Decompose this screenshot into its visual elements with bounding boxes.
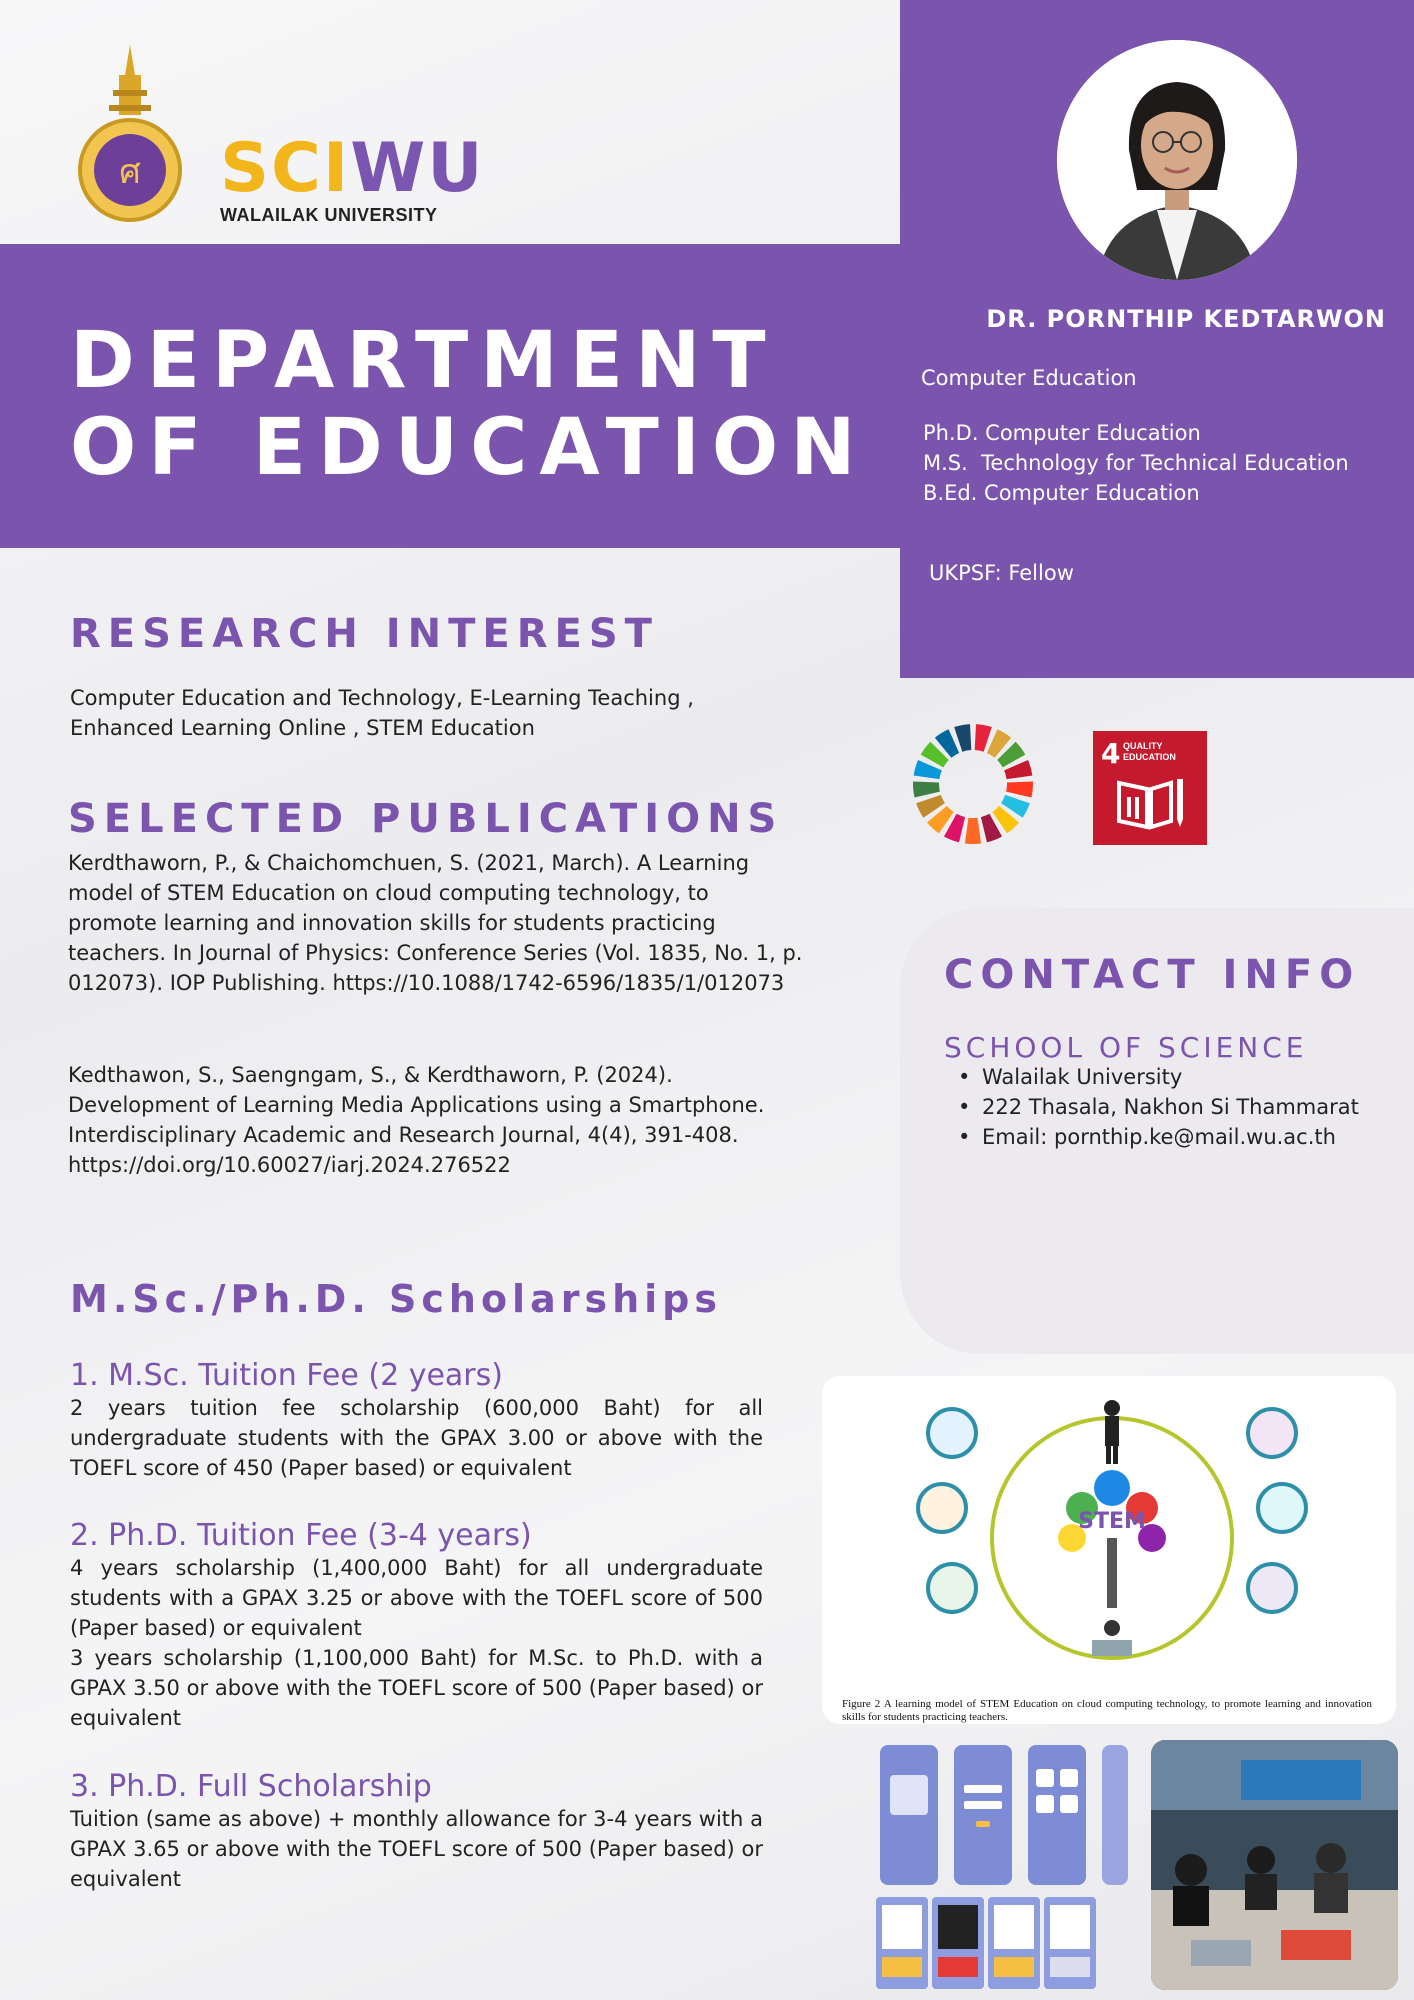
sdg-goal-label — [1123, 741, 1176, 763]
sdg-wheel-segment — [913, 781, 940, 797]
contact-list — [944, 1062, 1359, 1152]
profile-name: DR. PORNTHIP KEDTARWON — [986, 305, 1386, 333]
profile-ukpsf: UKPSF: Fellow — [929, 561, 1074, 585]
app-screenshots — [876, 1745, 1128, 1990]
publication-item: Kerdthaworn, P., & Chaichomchuen, S. (2021, March). A Learning model of STEM Education on cloud computing technology, to promote learning and innovation skills for students practicing teachers. In Journal of Physics: Conference Series (Vol. 1835, No. 1, p. 012073). IOP Publishing. https://10.1088/1742-6596/1835/1/012073 — [68, 851, 803, 995]
contact-address: • 222 Thasala, Nakhon Si Thammarat — [944, 1092, 1359, 1122]
scholarship-1-text: 2 years tuition fee scholarship (600,000 Baht) for all undergraduate students with the GPAX 3.00 or above with the TOEFL score of 450 (Paper based) or equivalent — [70, 1396, 763, 1480]
profile-panel — [900, 0, 1414, 678]
scholarship-2-title: 2. Ph.D. Tuition Fee (3-4 years) — [70, 1518, 532, 1553]
sdg-wheel-icon — [912, 723, 1034, 845]
scholarship-2-body — [70, 1553, 763, 1733]
profile-photo — [1057, 40, 1297, 280]
research-text: Computer Education and Technology, E-Learning Teaching , Enhanced Learning Online , STEM Education — [70, 686, 694, 740]
university-name: WALAILAK UNIVERSITY — [220, 205, 438, 225]
classroom-photo — [1151, 1740, 1398, 1990]
scholarship-2-text: 4 years scholarship (1,400,000 Baht) for all undergraduate students with a GPAX 3.25 or above with the TOEFL score of 500 (Paper based) or equivalent — [70, 1556, 763, 1640]
research-heading: RESEARCH INTEREST — [70, 611, 659, 657]
logo-sci-text: SCI — [220, 129, 351, 208]
scholarship-2-text-2: 3 years scholarship (1,100,000 Baht) for M.Sc. to Ph.D. with a GPAX 3.50 or above with the TOEFL score of 500 (Paper based) or equivalent — [70, 1646, 763, 1730]
sdg-goal-label-line-2: EDUCATION — [1123, 752, 1176, 762]
university-seal-icon — [75, 45, 185, 225]
teacher-icon — [1104, 1400, 1120, 1464]
stem-tree-icon — [1058, 1470, 1166, 1608]
contact-email: • Email: pornthip.ke@mail.wu.ac.th — [944, 1122, 1359, 1152]
degree-phd: Ph.D. Computer Education — [923, 421, 1201, 445]
title-band — [0, 244, 900, 548]
degree-bed: B.Ed. Computer Education — [923, 481, 1200, 505]
svg-text:ศ: ศ — [119, 152, 141, 192]
header-logos — [75, 45, 495, 225]
publications-heading: SELECTED PUBLICATIONS — [68, 796, 784, 842]
stem-label: STEM — [1078, 1509, 1146, 1534]
contact-heading: CONTACT INFO — [944, 952, 1361, 998]
scholarships-heading: M.Sc./Ph.D. Scholarships — [70, 1277, 722, 1321]
sdg-goal-label-line-1: QUALITY — [1123, 741, 1163, 751]
page-title-line-1: DEPARTMENT — [70, 316, 778, 406]
publication-item: Kedthawon, S., Saengngam, S., & Kerdthaworn, P. (2024). Development of Learning Media Applications using a Smartphone. Interdisciplinary Academic and Research Journal, 4(4), 391-408. https://doi.org/10.60027/iarj.2024.276522 — [68, 1063, 765, 1177]
scholarship-1-title: 1. M.Sc. Tuition Fee (2 years) — [70, 1358, 503, 1393]
open-book-icon — [1115, 775, 1187, 831]
stem-diagram — [912, 1388, 1312, 1688]
sdg-wheel-segment — [965, 818, 981, 844]
page-title-line-2: OF EDUCATION — [70, 403, 868, 493]
figure-caption: Figure 2 A learning model of STEM Education on cloud computing technology, to promote learning and innovation skills for students practicing teachers. — [842, 1698, 1372, 1723]
stem-model-figure — [822, 1376, 1396, 1724]
profile-field: Computer Education — [921, 366, 1137, 390]
contact-university: • Walailak University — [944, 1062, 1359, 1092]
contact-subheading: SCHOOL OF SCIENCE — [944, 1031, 1308, 1064]
scholarship-3-text: Tuition (same as above) + monthly allowance for 3-4 years with a GPAX 3.65 or above with the TOEFL score of 500 (Paper based) or equivalent — [70, 1807, 763, 1891]
scholarship-3-title: 3. Ph.D. Full Scholarship — [70, 1769, 432, 1804]
student-laptop-icon — [1092, 1620, 1132, 1656]
sdg-4-quality-education-icon — [1093, 731, 1207, 845]
degree-ms: M.S. Technology for Technical Education — [923, 451, 1349, 475]
sdg-goal-number: 4 — [1101, 737, 1121, 770]
contact-card — [900, 908, 1414, 1354]
sciwu-logo — [220, 129, 485, 226]
profile-degrees — [923, 418, 1349, 508]
sdg-wheel-segment — [1006, 781, 1033, 797]
logo-wu-text: WU — [350, 129, 485, 208]
